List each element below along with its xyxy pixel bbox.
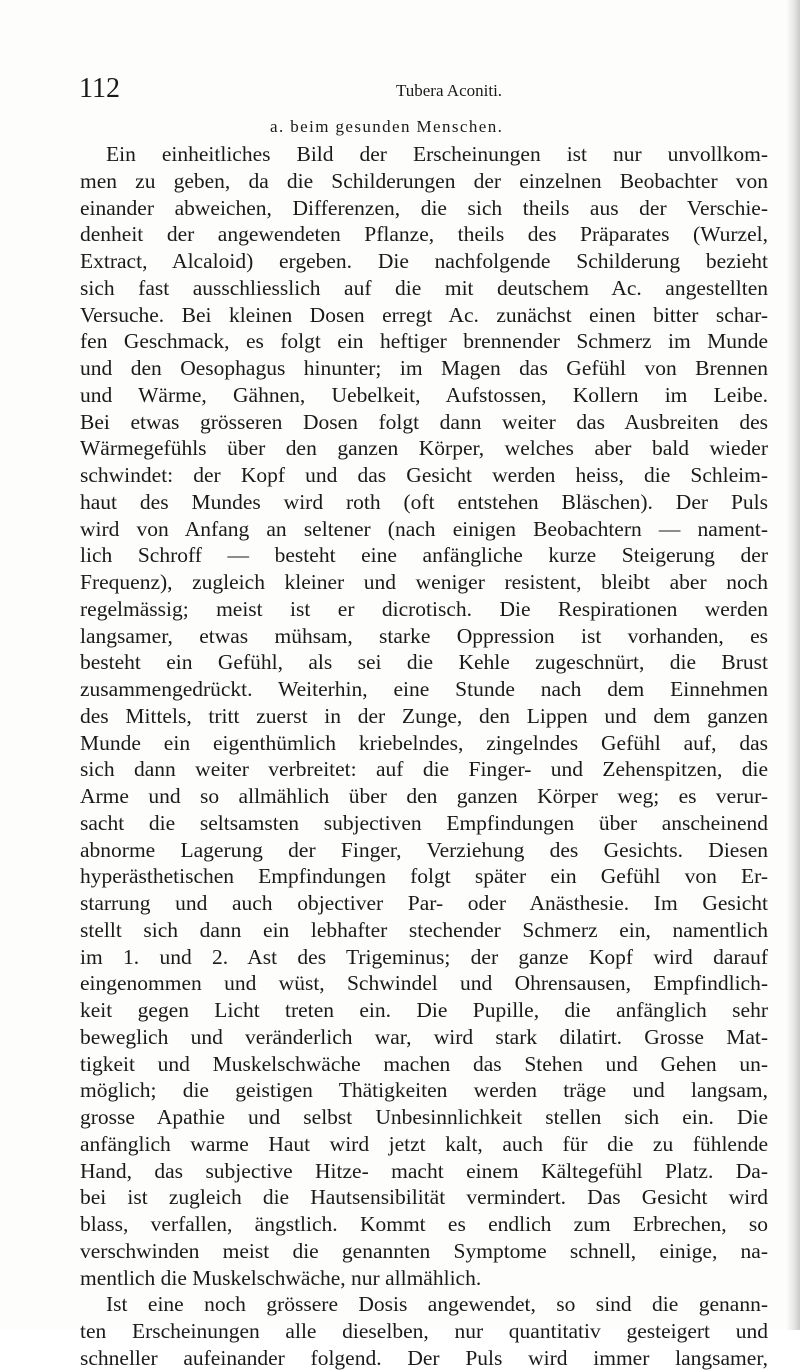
section-heading: a. beim gesunden Menschen.	[270, 117, 504, 136]
body-text	[80, 141, 768, 1372]
text-line: sich fast ausschliesslich auf die mit deutschem Ac. angestellten	[80, 275, 768, 300]
text-line: Frequenz), zugleich kleiner und weniger resistent, bleibt aber noch	[80, 570, 768, 594]
text-line: wird von Anfang an seltener (nach einigen Beobachtern — nament-	[80, 516, 768, 541]
page-edge-shadow	[786, 0, 800, 1330]
text-line: keit gegen Licht treten ein. Die Pupille, die anfänglich sehr	[80, 998, 768, 1022]
text-line: Munde ein eigenthümlich kriebelndes, zingelndes Gefühl auf, das	[80, 730, 768, 755]
text-line: blass, verfallen, ängstlich. Kommt es endlich zum Erbrechen, so	[80, 1212, 768, 1236]
text-line: beweglich und veränderlich war, wird stark dilatirt. Grosse Mat-	[80, 1024, 768, 1049]
text-line: bei ist zugleich die Hautsensibilität vermindert. Das Gesicht wird	[80, 1185, 768, 1210]
text-line: starrung und auch objectiver Par- oder Anästhesie. Im Gesicht	[80, 891, 768, 915]
text-line: grosse Apathie und selbst Unbesinnlichkeit stellen sich ein. Die	[80, 1105, 768, 1129]
page-number: 112	[79, 73, 120, 104]
text-line: stellt sich dann ein lebhafter stechender Schmerz ein, namentlich	[80, 917, 768, 942]
text-line: schwindet: der Kopf und das Gesicht werden heiss, die Schleim-	[80, 463, 768, 487]
text-line: abnorme Lagerung der Finger, Verziehung des Gesichts. Diesen	[80, 837, 768, 862]
text-line: fen Geschmack, es folgt ein heftiger brennender Schmerz im Munde	[80, 329, 768, 354]
text-line: mentlich die Muskelschwäche, nur allmählich.	[80, 1265, 482, 1290]
text-line: men zu geben, da die Schilderungen der einzelnen Beobachter von	[80, 168, 768, 193]
text-line: und Wärme, Gähnen, Uebelkeit, Aufstossen, Kollern im Leibe.	[80, 382, 768, 407]
text-line: und den Oesophagus hinunter; im Magen das Gefühl von Brennen	[80, 356, 768, 380]
text-line: tigkeit und Muskelschwäche machen das Stehen und Gehen un-	[80, 1051, 768, 1076]
running-title: Tubera Aconiti.	[395, 81, 503, 100]
text-line: Bei etwas grösseren Dosen folgt dann weiter das Ausbreiten des	[80, 409, 768, 434]
text-line: verschwinden meist die genannten Symptome schnell, einige, na-	[80, 1238, 768, 1263]
text-line: zusammengedrückt. Weiterhin, eine Stunde nach dem Einnehmen	[80, 677, 768, 701]
text-line: schneller aufeinander folgend. Der Puls wird immer langsamer,	[80, 1345, 768, 1370]
text-line: hyperästhetischen Empfindungen folgt später ein Gefühl von Er-	[80, 864, 768, 889]
text-line: regelmässig; meist ist er dicrotisch. Die Respirationen werden	[80, 596, 768, 621]
text-line: ten Erscheinungen alle dieselben, nur quantitativ gesteigert und	[80, 1319, 768, 1343]
text-line: im 1. und 2. Ast des Trigeminus; der ganze Kopf wird darauf	[80, 944, 768, 969]
running-head	[79, 72, 779, 112]
text-line: Ist eine noch grössere Dosis angewendet, so sind die genann-	[106, 1292, 768, 1317]
text-line: haut des Mundes wird roth (oft entstehen Bläschen). Der Puls	[80, 489, 768, 514]
text-line: besteht ein Gefühl, als sei die Kehle zugeschnürt, die Brust	[80, 650, 768, 675]
text-line: Hand, das subjective Hitze- macht einem Kältegefühl Platz. Da-	[80, 1158, 768, 1183]
text-line: eingenommen und wüst, Schwindel und Ohrensausen, Empfindlich-	[80, 971, 768, 996]
text-line: langsamer, etwas mühsam, starke Oppression ist vorhanden, es	[80, 623, 768, 648]
text-line: Arme und so allmählich über den ganzen Körper weg; es verur-	[80, 784, 768, 808]
text-line: Versuche. Bei kleinen Dosen erregt Ac. zunächst einen bitter schar-	[80, 302, 768, 327]
text-line: des Mittels, tritt zuerst in der Zunge, den Lippen und dem ganzen	[80, 703, 768, 728]
text-line: Ein einheitliches Bild der Erscheinungen ist nur unvollkom-	[106, 142, 768, 166]
text-line: sacht die seltsamsten subjectiven Empfindungen über anscheinend	[80, 810, 768, 835]
text-line: möglich; die geistigen Thätigkeiten werden träge und langsam,	[80, 1078, 768, 1103]
text-line: denheit der angewendeten Pflanze, theils des Präparates (Wurzel,	[80, 222, 768, 247]
text-line: sich dann weiter verbreitet: auf die Finger- und Zehenspitzen, die	[80, 757, 768, 782]
text-line: anfänglich warme Haut wird jetzt kalt, auch für die zu fühlende	[80, 1131, 768, 1156]
text-line: einander abweichen, Differenzen, die sich theils aus der Verschie-	[80, 195, 768, 220]
text-line: Extract, Alcaloid) ergeben. Die nachfolgende Schilderung bezieht	[80, 249, 768, 273]
text-line: Wärmegefühls über den ganzen Körper, welches aber bald wieder	[80, 436, 768, 461]
text-line: lich Schroff — besteht eine anfängliche kurze Steigerung der	[80, 543, 768, 568]
